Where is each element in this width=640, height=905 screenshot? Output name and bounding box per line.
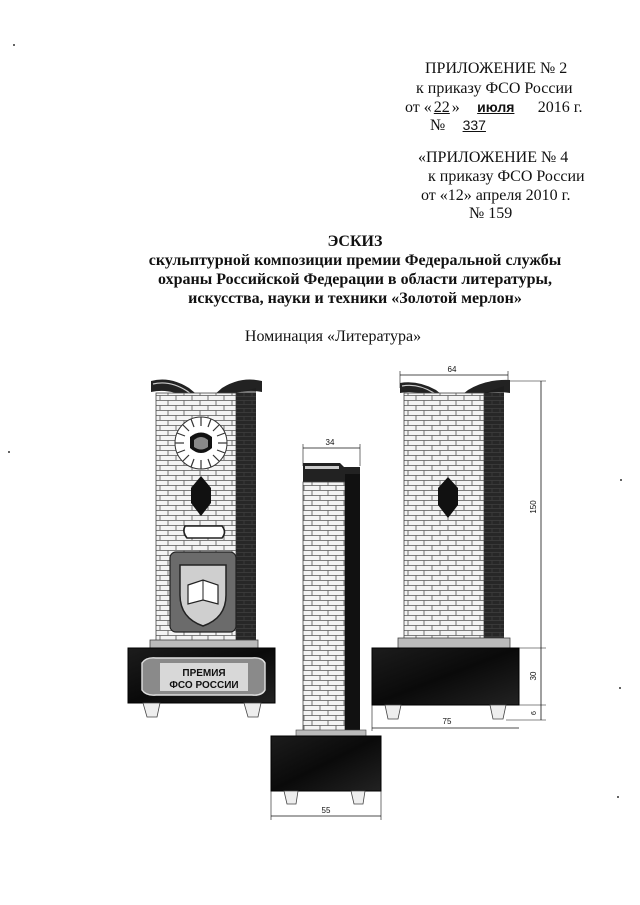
dim-height: 150 <box>529 500 538 514</box>
nomination: Номинация «Литература» <box>244 328 422 345</box>
plaque-line-1: ПРЕМИЯ <box>182 668 226 679</box>
appendix-4-number: № 159 <box>469 205 513 222</box>
dim-feet: 6 <box>531 711 538 715</box>
shield-book-emblem <box>170 552 236 632</box>
date-month: июля <box>477 99 515 115</box>
heading-title: ЭСКИЗ <box>327 233 383 250</box>
heading-line-3: искусства, науки и техники «Золотой мерлон» <box>188 290 522 307</box>
dim-side-top: 34 <box>325 438 335 447</box>
heading-line-1: скульптурной композиции премии Федеральной службы <box>148 252 562 269</box>
appendix-4-order-ref: к приказу ФСО России <box>428 168 585 185</box>
appendix-4-date: от «12» апреля 2010 г. <box>421 187 571 204</box>
number-value: 337 <box>462 117 486 133</box>
date-prefix: от « <box>405 99 432 116</box>
dim-base-height: 30 <box>529 671 538 681</box>
front-view <box>128 380 275 717</box>
appendix-4-title: «ПРИЛОЖЕНИЕ № 4 <box>418 149 569 166</box>
date-day: 22 <box>433 99 450 116</box>
dim-side-base: 55 <box>321 806 331 815</box>
appendix-2-title: ПРИЛОЖЕНИЕ № 2 <box>425 60 568 77</box>
heading-line-2: охраны Российской Федерации в области литературы, <box>157 271 552 288</box>
date-year: 2016 г. <box>537 99 583 116</box>
award-plaque <box>142 658 265 695</box>
side-view <box>271 438 381 820</box>
appendix-2-order-ref: к приказу ФСО России <box>416 80 573 97</box>
dim-base-width: 75 <box>442 717 452 726</box>
number-prefix: № <box>430 117 446 134</box>
profile-view <box>372 365 546 731</box>
plaque-line-2: ФСО РОССИИ <box>169 680 239 691</box>
emblem-sunburst <box>175 417 227 469</box>
dim-profile-top: 64 <box>447 365 457 374</box>
date-mid: » <box>451 99 460 116</box>
